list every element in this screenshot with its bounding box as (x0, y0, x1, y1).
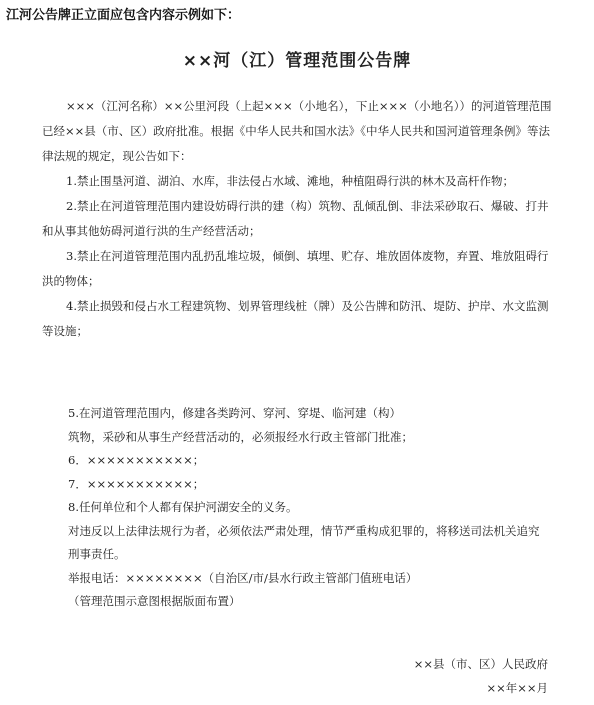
penalty-paragraph: 对违反以上法律法规行为者，必须依法严肃处理，情节严重构成犯罪的，将移送司法机关追究刑事责任。 (68, 523, 540, 561)
preamble-paragraph: ×××（江河名称）××公里河段（上起×××（小地名），下止×××（小地名））的河道管理范围已经××县（市、区）政府批准。根据《中华人民共和国水法》《中华人民共和国河道管理条例》等法律法规的规定，现公告如下： (42, 99, 552, 163)
intro-heading: 江河公告牌正立面应包含内容示例如下： (6, 8, 241, 23)
notice-body-upper (42, 94, 552, 344)
item-8: 8.任何单位和个人都有保护河湖安全的义务。 (68, 500, 298, 514)
item-2: 2.禁止在河道管理范围内建设妨碍行洪的建（构）筑物、乱倾乱倒、非法采砂取石、爆破、打井和从事其他妨碍河道行洪的生产经营活动； (42, 199, 549, 238)
item-3: 3.禁止在河道管理范围内乱扔乱堆垃圾，倾倒、填埋、贮存、堆放固体废物，弃置、堆放阻碍行洪的物体； (42, 249, 549, 288)
item-5-line-1: 5.在河道管理范围内，修建各类跨河、穿河、穿堤、临河建（构） (68, 406, 401, 420)
signatory: ××县（市、区）人民政府 (413, 657, 548, 671)
signature-block (414, 652, 548, 700)
hotline-line: 举报电话：××××××××（自治区/市/县水行政主管部门值班电话） (68, 570, 418, 585)
item-5-line-2: 筑物，采砂和从事生产经营活动的，必须报经水行政主管部门批准； (68, 429, 413, 444)
issue-date: ××年××月 (486, 681, 548, 695)
item-4: 4.禁止损毁和侵占水工程建筑物、划界管理线桩（牌）及公告牌和防汛、堤防、护岸、水文监测等设施； (42, 299, 549, 338)
item-6: 6．×××××××××××； (68, 453, 205, 467)
map-note: （管理范围示意图根据版面布置） (68, 594, 241, 608)
notice-body-lower (68, 402, 548, 614)
item-1: 1.禁止围垦河道、湖泊、水库，非法侵占水域、滩地，种植阻碍行洪的林木及高杆作物； (66, 174, 514, 188)
notice-title: ××河（江）管理范围公告牌 (182, 51, 412, 71)
item-7: 7．×××××××××××； (68, 476, 205, 491)
